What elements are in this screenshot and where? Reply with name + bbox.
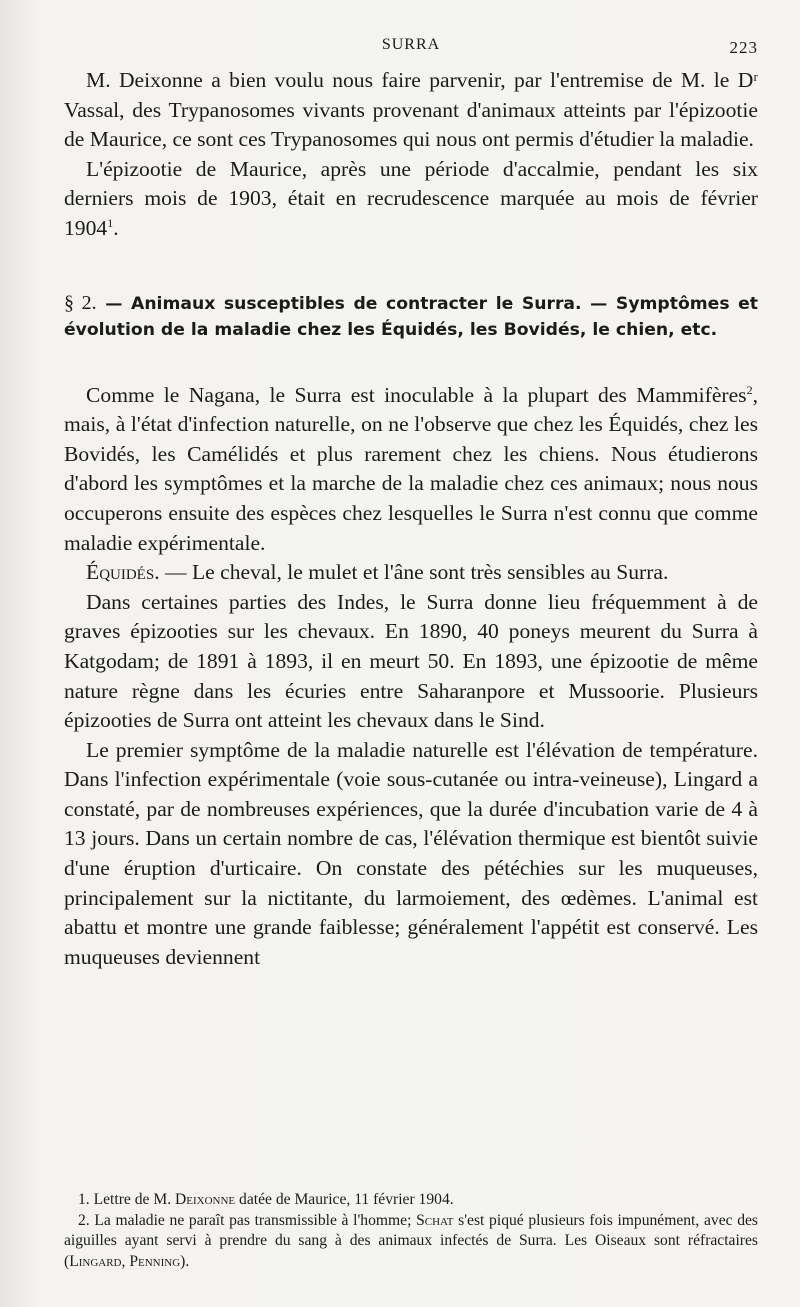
body-text bbox=[64, 66, 758, 972]
footnote-2-text-b: s'est piqué plusieurs fois impunément, avec des aiguilles ayant servi à prendre du sang à des animaux infectés de Surra. Les Oiseaux sont réfractaires ( bbox=[64, 1211, 758, 1270]
paragraph-epizootie-text: L'épizootie de Maurice, après une période d'accalmie, pendant les six derniers mois de 1903, était en recrudescence marquée au mois de février 1904 bbox=[64, 156, 758, 240]
footnote-ref-2[interactable]: 2 bbox=[746, 382, 753, 397]
equides-label: Équidés. bbox=[86, 560, 160, 585]
paragraph-symptome: Le premier symptôme de la maladie naturelle est l'élévation de température. Dans l'infection expérimentale (voie sous-cutanée ou intra-veineuse), Lingard a constaté, par de nombreuses expériences, que la durée d'incubation varie de 4 à 13 jours. Dans un certain nombre de cas, l'élévation thermique est bientôt suivie d'une éruption d'urticaire. On constate des pétéchies sur les muqueuses, principalement sur la nictitante, du larmoiement, des œdèmes. L'animal est abattu et montre une grande faiblesse; généralement l'appétit est conservé. Les muqueuses deviennent bbox=[64, 737, 758, 969]
footnote-2-text-c: ). bbox=[180, 1252, 190, 1270]
paragraph-nagana-b: , mais, à l'état d'infection naturelle, on ne l'observe que chez les Équidés, chez les Bovidés, les Camélidés et plus rarement chez les chiens. Nous étudierons d'abord les symptômes et la marche de la maladie chez ces animaux; nous nous occuperons ensuite des espèces chez lesquelles le Surra n'est connu que comme maladie expérimentale. bbox=[64, 382, 758, 555]
paragraph-equides bbox=[64, 558, 758, 588]
footnote-1-text-b: datée de Maurice, 11 février 1904. bbox=[235, 1191, 454, 1208]
section-title: — Animaux susceptibles de contracter le Surra. — Symptômes et évolution de la maladie chez les Équidés, les Bovidés, le chien, etc. bbox=[64, 293, 759, 340]
footnote-2-author-2: Lingard bbox=[69, 1252, 122, 1270]
footnote-ref-1[interactable]: 1 bbox=[107, 215, 114, 230]
footnote-2-text-a: 2. La maladie ne paraît pas transmissible à l'homme; bbox=[78, 1211, 417, 1229]
running-title: SURRA bbox=[381, 36, 441, 53]
paragraph-period: . bbox=[113, 215, 119, 240]
footnote-2-author: Schat bbox=[416, 1211, 454, 1229]
footnote-2 bbox=[64, 1211, 758, 1273]
footnote-2-author-3: Penning bbox=[129, 1252, 181, 1270]
paragraph-nagana bbox=[64, 381, 758, 559]
running-head bbox=[64, 36, 758, 58]
footnotes bbox=[64, 1190, 758, 1272]
footnote-1-text-a: 1. Lettre de M. bbox=[78, 1191, 175, 1208]
footnote-1-author: Deixonne bbox=[175, 1191, 236, 1208]
footnote-2-separator: , bbox=[121, 1252, 130, 1270]
paragraph-epizootie bbox=[64, 155, 758, 244]
paragraph-nagana-a: Comme le Nagana, le Surra est inoculable à la plupart des Mammifères bbox=[86, 382, 747, 407]
equides-text: — Le cheval, le mulet et l'âne sont très sensibles au Surra. bbox=[159, 560, 669, 585]
section-mark: § 2. bbox=[64, 291, 97, 314]
section-heading bbox=[64, 290, 758, 343]
paragraph-deixonne: M. Deixonne a bien voulu nous faire parvenir, par l'entremise de M. le Dʳ Vassal, des Trypanosomes vivants provenant d'animaux atteints par l'épizootie de Maurice, ce sont ces Trypanosomes qui nous ont permis d'étudier la maladie. bbox=[64, 68, 758, 152]
page-number: 223 bbox=[729, 38, 758, 57]
paragraph-indes: Dans certaines parties des Indes, le Surra donne lieu fréquemment à de graves épizooties sur les chevaux. En 1890, 40 poneys meurent du Surra à Katgodam; de 1891 à 1893, il en meurt 50. En 1893, une épizootie de même nature règne dans les écuries entre Saharanpore et Mussoorie. Plusieurs épizooties de Surra ont atteint les chevaux dans le Sind. bbox=[64, 589, 758, 733]
footnote-1 bbox=[64, 1190, 758, 1211]
